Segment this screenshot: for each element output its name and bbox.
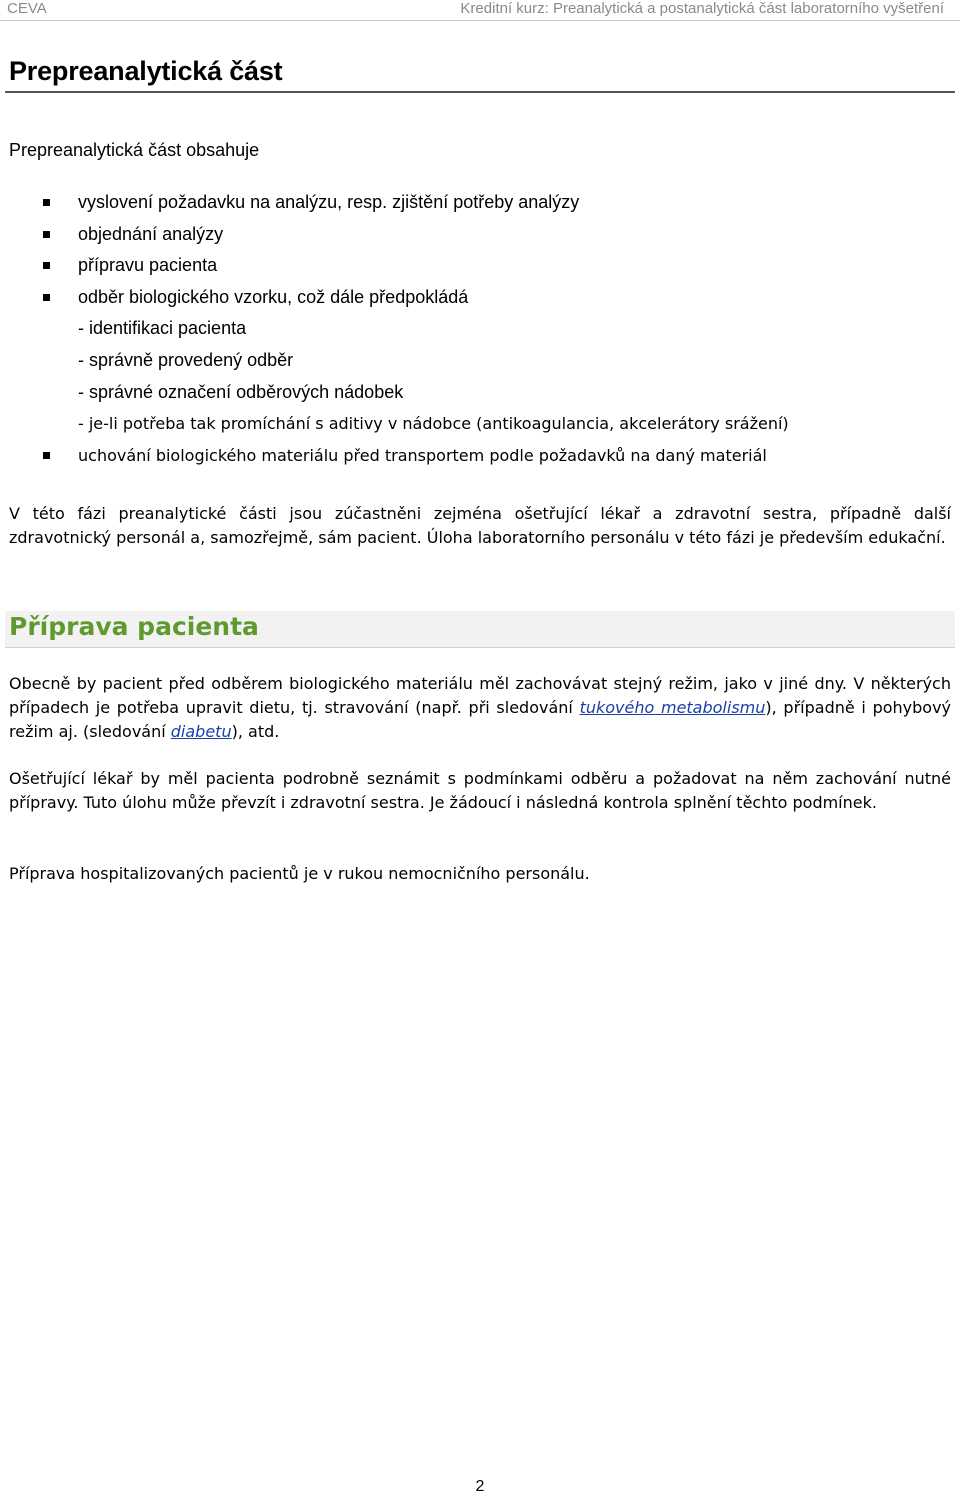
square-bullet-icon: [43, 231, 50, 238]
sub-list-item: [0, 313, 960, 345]
paragraph-physician: Ošetřující lékař by měl pacienta podrobně seznámit s podmínkami odběru a požadovat na něm zachování nutné přípravy. Tuto úlohu může převzít i zdravotní sestra. Je žádoucí i následná kontrola splnění těchto podmínek.: [9, 769, 951, 812]
square-bullet-icon: [43, 199, 50, 206]
square-bullet-icon: [43, 262, 50, 269]
sub-list-item-text: - identifikaci pacienta: [78, 318, 247, 339]
list-item-text: objednání analýzy: [78, 223, 224, 244]
paragraph-participants: V této fázi preanalytické části jsou zúčastněni zejména ošetřující lékař a zdravotní sestra, případně další zdravotnický personál a, samozřejmě, sám pacient. Úloha laboratorního personálu v této fázi je především edukační.: [9, 504, 951, 547]
section-title: Prepreanalytická část: [9, 56, 283, 86]
sub-list-item: [0, 408, 960, 440]
paragraph-diet: [9, 672, 951, 744]
paragraph-text: ), případně i pohybový režim aj. (sledování: [9, 698, 952, 741]
subsection-title: Příprava pacienta: [9, 612, 259, 641]
sub-list-item-text: - správně provedený odběr: [78, 349, 294, 370]
square-bullet-icon: [43, 294, 50, 301]
list-item-text: uchování biologického materiálu před transportem podle požadavků na daný materiál: [78, 445, 767, 465]
sub-list-item: [0, 345, 960, 377]
paragraph-text: ), atd.: [231, 722, 280, 741]
sub-list-item: [0, 377, 960, 409]
list-item: [0, 250, 960, 282]
header-course-title: Kreditní kurz: Preanalytická a postanalytická část laboratorního vyšetření: [460, 0, 944, 17]
link-fat-metabolism[interactable]: tukového metabolismu: [579, 698, 766, 717]
list-item: [0, 187, 960, 219]
header-left-text: CEVA: [7, 0, 47, 17]
list-item: [0, 219, 960, 251]
paragraph-text: Obecně by pacient před odběrem biologického materiálu měl zachovávat stejný režim, jako v jiné dny. V některých případech je potřeba upravit dietu, tj. stravování (např. při sledování: [9, 674, 951, 717]
page-header: [0, 0, 960, 21]
list-item-text: odběr biologického vzorku, což dále předpokládá: [78, 286, 469, 307]
sub-list-item-text: - správné označení odběrových nádobek: [78, 381, 404, 402]
section-title-rule: [5, 91, 955, 93]
list-item-text: vyslovení požadavku na analýzu, resp. zjištění potřeby analýzy: [78, 192, 580, 212]
square-bullet-icon: [43, 452, 50, 459]
bullet-list: [0, 187, 960, 471]
link-diabetes[interactable]: diabetu: [170, 722, 232, 741]
sub-list-item-text: - je-li potřeba tak promíchání s aditivy v nádobce (antikoagulancia, akcelerátory srážení): [78, 414, 789, 434]
page-number: 2: [475, 1478, 485, 1495]
intro-text: Prepreanalytická část obsahuje: [9, 140, 260, 160]
list-item: [0, 440, 960, 472]
list-item: [0, 282, 960, 314]
list-item-text: přípravu pacienta: [78, 255, 218, 276]
paragraph-hospitalized: Příprava hospitalizovaných pacientů je v rukou nemocničního personálu.: [9, 864, 590, 883]
